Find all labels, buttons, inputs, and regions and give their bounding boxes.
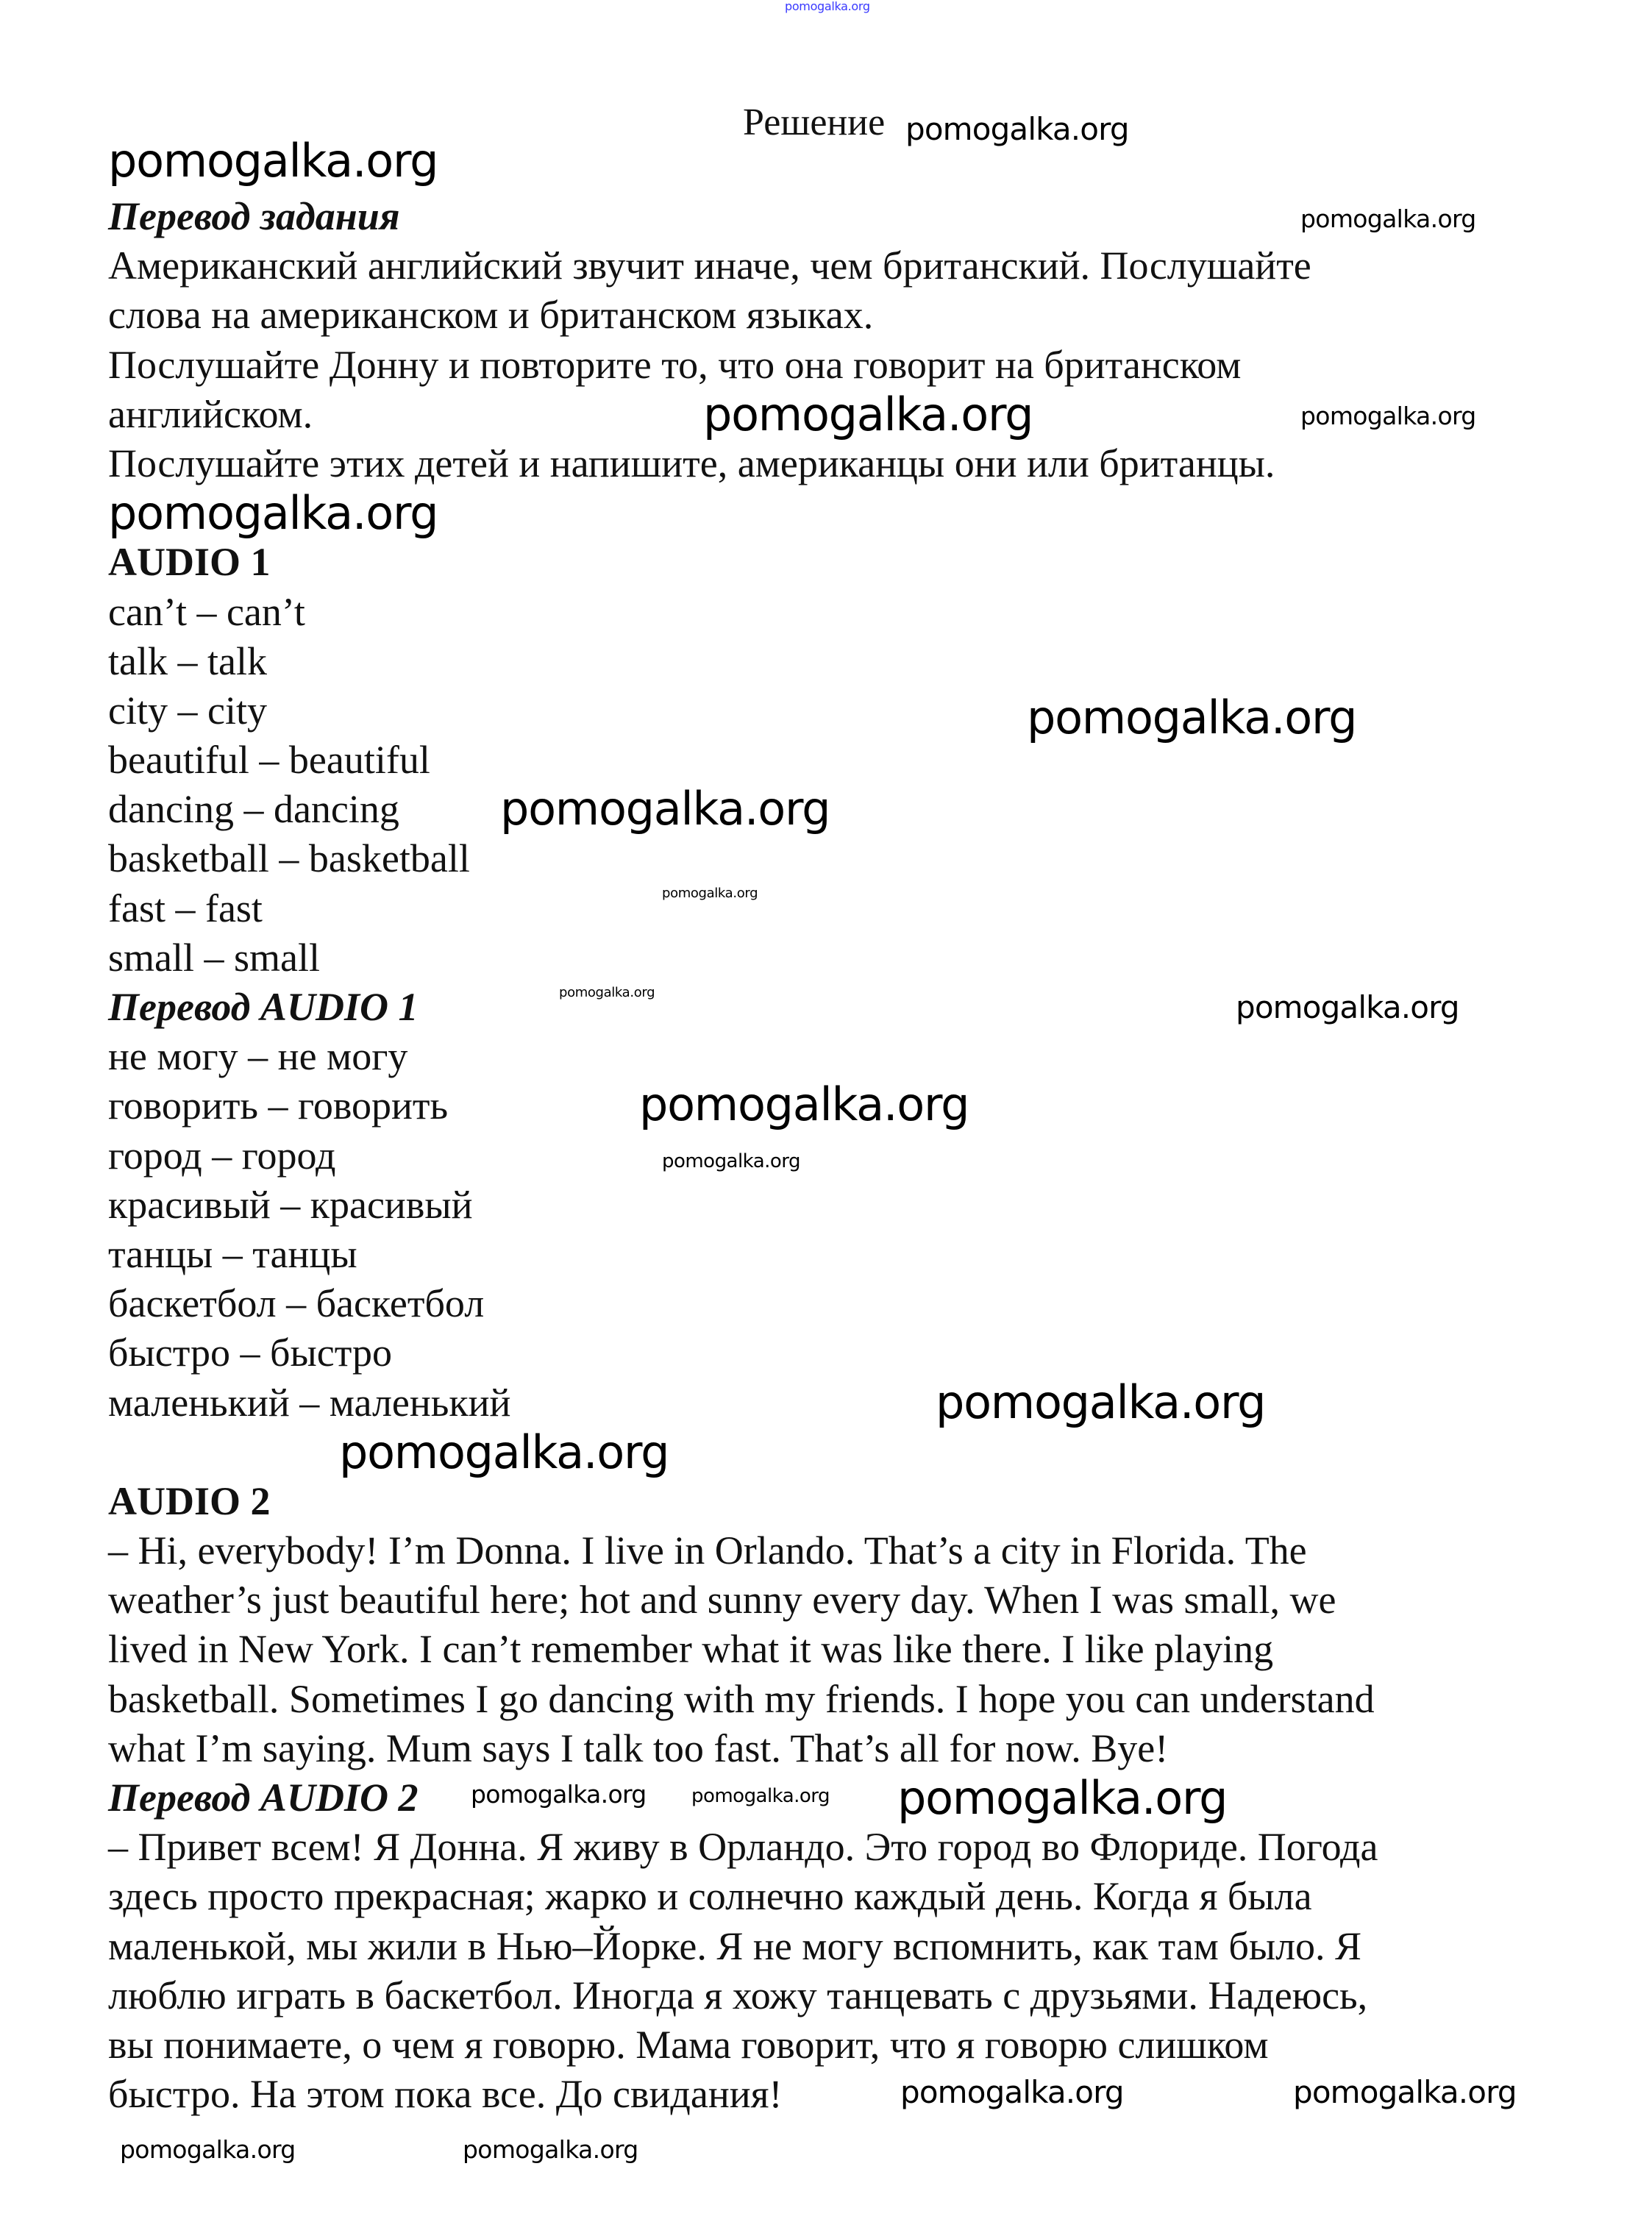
watermark: pomogalka.org — [897, 1771, 1228, 1825]
watermark: pomogalka.org — [339, 1425, 669, 1479]
audio1-line: dancing – dancing — [108, 787, 399, 832]
audio1-heading: AUDIO 1 — [108, 540, 271, 585]
watermark: pomogalka.org — [905, 111, 1129, 147]
task-line: Послушайте Донну и повторите то, что она говорит на британском — [108, 342, 1242, 387]
task-line: Послушайте этих детей и напишите, американцы они или британцы. — [108, 441, 1275, 485]
audio1-line: beautiful – beautiful — [108, 738, 430, 783]
task-line: Американский английский звучит иначе, чем британский. Послушайте — [108, 243, 1311, 288]
spacer — [108, 1425, 1378, 1479]
audio2-translation-line: – Привет всем! Я Донна. Я живу в Орландо. Это город во Флориде. Погода — [108, 1825, 1378, 1870]
audio2-heading: AUDIO 2 — [108, 1478, 271, 1523]
audio2-translation-line: люблю играть в баскетбол. Иногда я хожу танцевать с друзьями. Надеюсь, — [108, 1973, 1368, 2017]
watermark: pomogalka.org — [662, 1150, 800, 1172]
audio1-line: small – small — [108, 935, 320, 980]
audio1-translation-line: город – город — [108, 1133, 336, 1178]
watermark: pomogalka.org — [936, 1375, 1266, 1429]
audio1-translation-line: маленький – маленький — [108, 1380, 511, 1425]
audio1-translation-line: танцы – танцы — [108, 1231, 357, 1276]
audio2-line: weather’s just beautiful here; hot and sunny every day. When I was small, we — [108, 1578, 1336, 1623]
watermark: pomogalka.org — [108, 134, 438, 188]
task-heading: Перевод задания — [108, 194, 400, 238]
audio1-translation-heading: Перевод AUDIO 1 — [108, 985, 419, 1029]
watermark: pomogalka.org — [559, 985, 655, 1000]
watermark: pomogalka.org — [639, 1078, 969, 1131]
watermark: pomogalka.org — [1027, 691, 1357, 744]
page-title: Решение — [743, 102, 886, 143]
task-line: английском. — [108, 391, 313, 436]
audio1-translation-line: быстро – быстро — [108, 1331, 392, 1375]
audio1-translation-line: не могу – не могу — [108, 1034, 408, 1079]
audio1-line: city – city — [108, 688, 267, 733]
audio1-line: basketball – basketball — [108, 836, 470, 881]
audio1-line: talk – talk — [108, 638, 267, 683]
watermark: pomogalka.org — [662, 886, 758, 901]
audio2-line: – Hi, everybody! I’m Donna. I live in Orlando. That’s a city in Florida. The — [108, 1528, 1307, 1573]
watermark: pomogalka.org — [1300, 402, 1476, 430]
watermark: pomogalka.org — [108, 486, 438, 540]
audio2-line: basketball. Sometimes I go dancing with my friends. I hope you can understand — [108, 1676, 1375, 1721]
watermark: pomogalka.org — [1293, 2074, 1517, 2110]
audio1-translation-line: баскетбол – баскетбол — [108, 1281, 485, 1326]
watermark: pomogalka.org — [900, 2074, 1124, 2110]
audio1-line: fast – fast — [108, 886, 263, 930]
watermark: pomogalka.org — [1236, 989, 1459, 1025]
audio2-line: what I’m saying. Mum says I talk too fast. That’s all for now. Bye! — [108, 1726, 1169, 1770]
audio2-translation-line: вы понимаете, о чем я говорю. Мама говорит, что я говорю слишком — [108, 2022, 1269, 2067]
watermark: pomogalka.org — [703, 388, 1033, 441]
audio2-translation-line: здесь просто прекрасная; жарко и солнечно каждый день. Когда я была — [108, 1874, 1312, 1919]
watermark: pomogalka.org — [471, 1780, 647, 1809]
watermark: pomogalka.org — [120, 2135, 296, 2164]
audio2-line: lived in New York. I can’t remember what it was like there. I like playing — [108, 1627, 1274, 1672]
watermark: pomogalka.org — [463, 2135, 638, 2164]
watermark-link[interactable]: pomogalka.org — [785, 0, 870, 13]
watermark: pomogalka.org — [500, 782, 830, 836]
audio2-translation-line: маленькой, мы жили в Нью–Йорке. Я не могу вспомнить, как там было. Я — [108, 1923, 1362, 1968]
audio2-translation-line: быстро. На этом пока все. До свидания! — [108, 2072, 783, 2117]
audio2-translation-heading: Перевод AUDIO 2 — [108, 1776, 419, 1820]
watermark: pomogalka.org — [691, 1785, 830, 1807]
audio1-translation-line: красивый – красивый — [108, 1182, 473, 1227]
audio1-translation-line: говорить – говорить — [108, 1083, 449, 1128]
watermark: pomogalka.org — [1300, 204, 1476, 233]
audio1-line: can’t – can’t — [108, 589, 305, 634]
task-line: слова на американском и британском языках. — [108, 293, 874, 338]
